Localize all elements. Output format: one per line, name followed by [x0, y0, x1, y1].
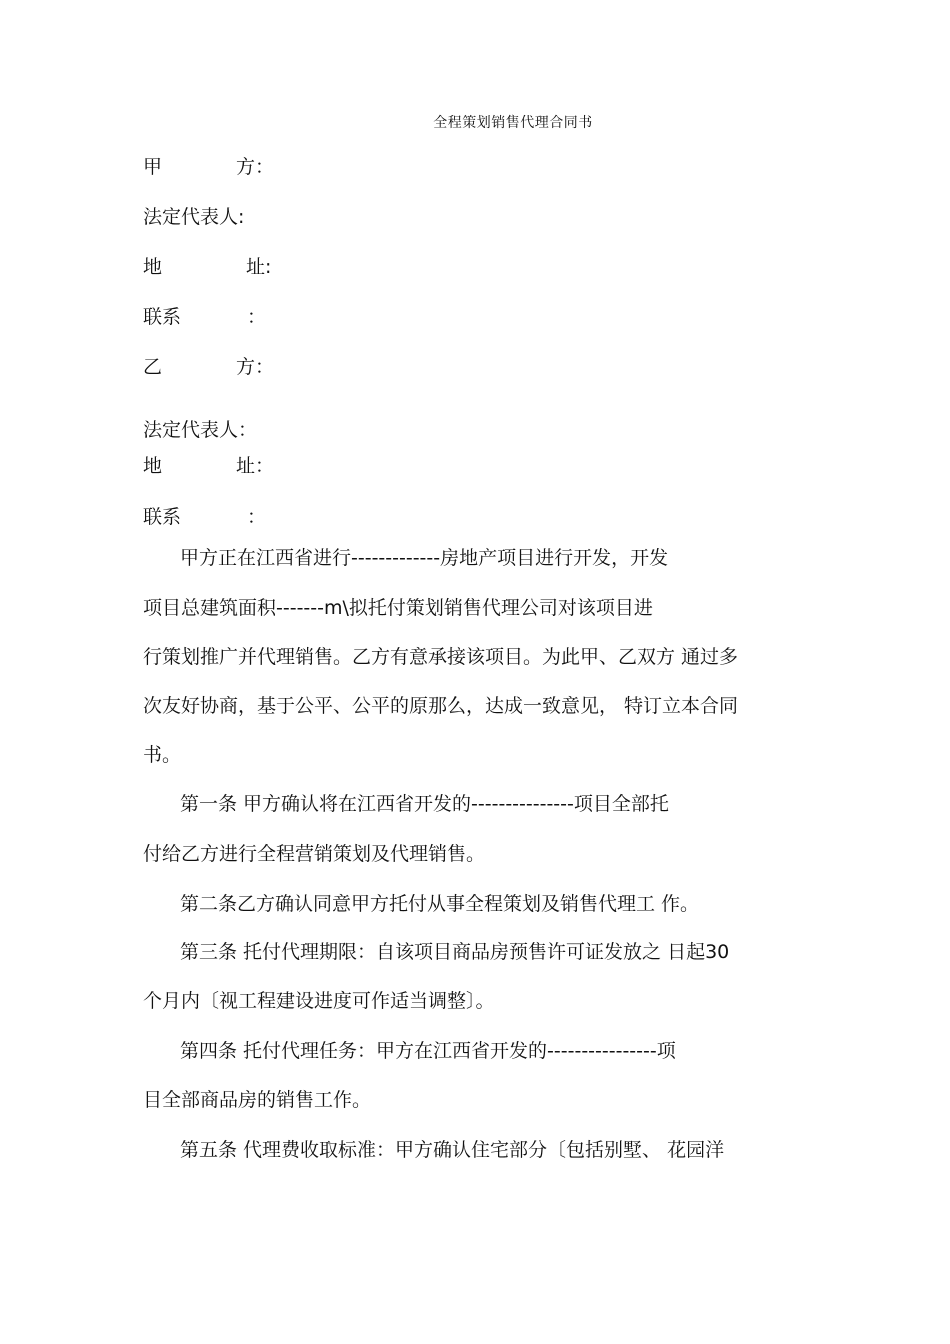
party-a-contact-label-right: ：: [247, 306, 267, 328]
party-a-contact-label-left: 联系: [143, 306, 182, 328]
party-b-rep-row: [143, 418, 257, 442]
article-1-line: 付给乙方进行全程营销策划及代理销售。: [143, 843, 486, 865]
body-line: 行策划推广并代理销售。乙方有意承接该项目。为此甲、乙双方 通过多: [143, 646, 739, 668]
party-b-name-label-right: 方：: [236, 356, 275, 378]
body-line: 次友好协商，基于公平、公平的原那么，达成一致意见， 特订立本合同: [143, 695, 739, 717]
party-b-address-row: [143, 454, 274, 478]
party-b-name-row: [143, 355, 274, 379]
party-a-rep-label: 法定代表人:: [143, 206, 245, 228]
body-line: 书。: [143, 744, 182, 766]
body-line: 项目总建筑面积-------m\拟托付策划销售代理公司对该项目进: [143, 597, 653, 619]
party-b-address-label-left: 地: [143, 455, 163, 477]
article-4-line: 第四条 托付代理任务：甲方在江西省开发的----------------项: [180, 1040, 676, 1062]
party-b-name-label-left: 乙: [143, 356, 163, 378]
party-a-rep-row: [143, 205, 244, 229]
party-a-name-row: [143, 155, 274, 179]
party-a-address-label-right: 址:: [246, 256, 272, 278]
article-3-line: 第三条 托付代理期限：自该项目商品房预售许可证发放之 日起30: [180, 941, 730, 963]
body-line: 甲方正在江西省进行-------------房地产项目进行开发，开发: [180, 547, 669, 569]
party-a-name-label-left: 甲: [143, 156, 163, 178]
article-4-line: 目全部商品房的销售工作。: [143, 1089, 372, 1111]
party-a-address-label-left: 地: [143, 256, 163, 278]
article-3-line: 个月内〔视工程建设进度可作适当调整〕。: [143, 990, 495, 1012]
party-b-rep-label: 法定代表人：: [143, 419, 258, 441]
article-5-line: 第五条 代理费收取标准：甲方确认住宅部分〔包括别墅、 花园洋: [180, 1139, 725, 1161]
party-b-contact-label-left: 联系: [143, 506, 182, 528]
party-b-address-label-right: 址：: [236, 455, 275, 477]
party-a-contact-row: [143, 305, 266, 329]
article-1-line: 第一条 甲方确认将在江西省开发的---------------项目全部托: [180, 793, 669, 815]
party-b-contact-label-right: ：: [247, 506, 267, 528]
party-a-address-row: [143, 255, 271, 279]
party-b-contact-row: [143, 505, 266, 529]
document-title: 全程策划销售代理合同书: [433, 115, 593, 131]
party-a-name-label-right: 方：: [236, 156, 275, 178]
article-2-line: 第二条乙方确认同意甲方托付从事全程策划及销售代理工 作。: [180, 893, 700, 915]
